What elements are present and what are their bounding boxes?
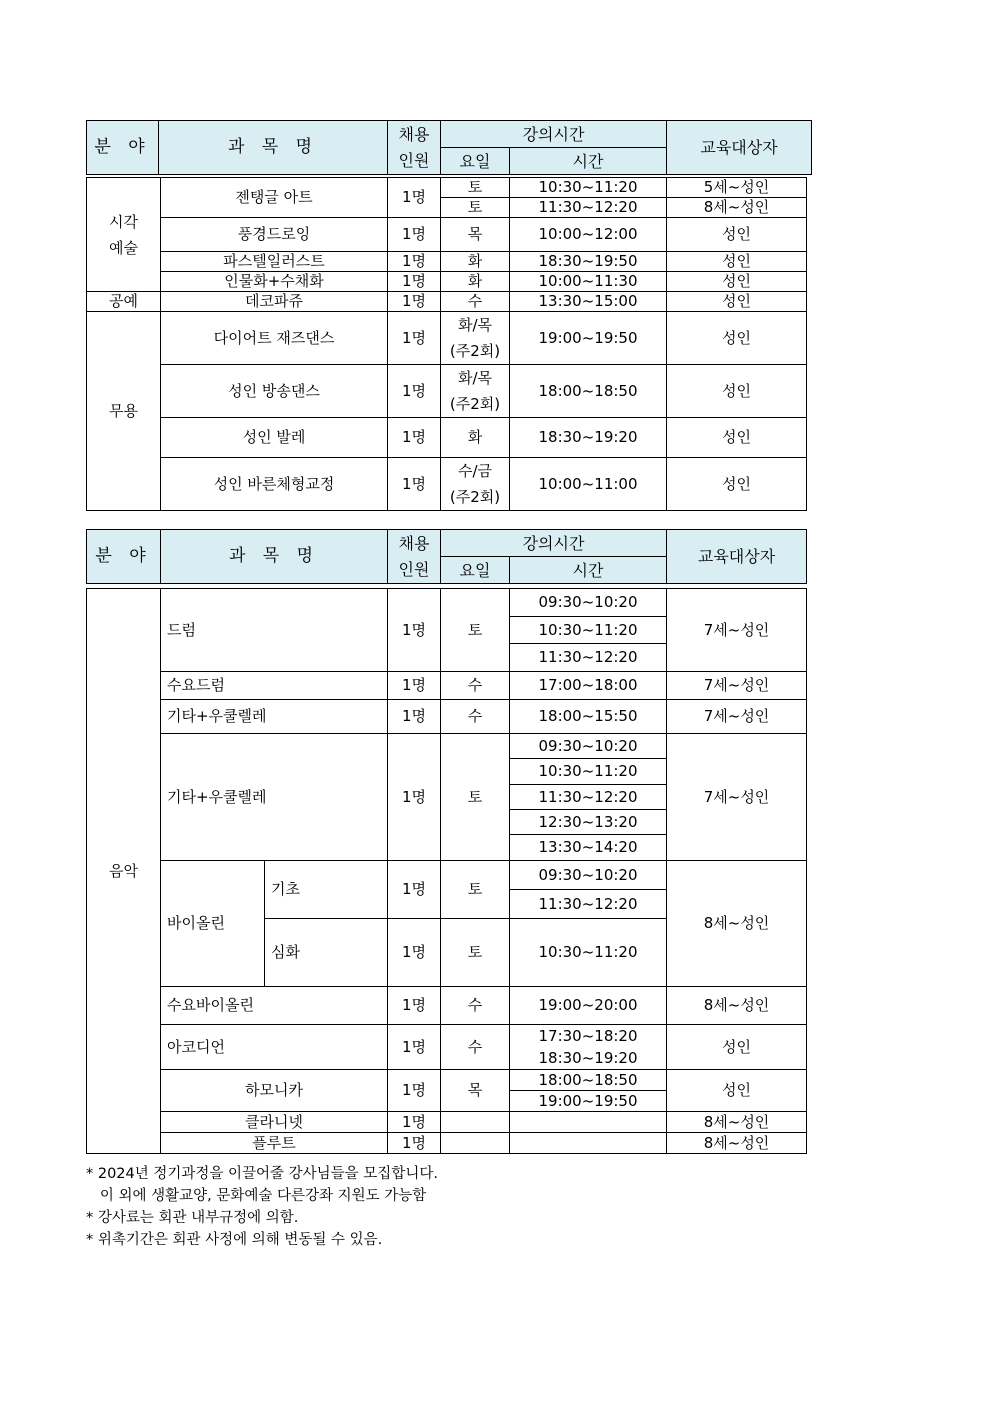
table-row <box>87 252 807 272</box>
table-row <box>87 700 807 734</box>
target-cell: 성인 <box>667 292 807 312</box>
subject-cell: 드럼 <box>161 589 388 672</box>
notes <box>86 1163 438 1251</box>
target-cell: 성인 <box>667 365 807 418</box>
table-row <box>87 218 807 252</box>
subject-cell: 클라니넷 <box>161 1112 388 1133</box>
table-row <box>87 312 807 365</box>
time-cell: 10:00~11:30 <box>510 272 667 292</box>
subject-cell: 성인 방송댄스 <box>161 365 388 418</box>
subject-cell: 성인 발레 <box>161 418 388 458</box>
hire-cell: 1명 <box>388 312 441 365</box>
day-cell <box>441 458 510 511</box>
hire-cell: 1명 <box>388 292 441 312</box>
day-cell: 수 <box>441 1025 510 1070</box>
hire-cell: 1명 <box>388 589 441 672</box>
subject-cell: 성인 바른체형교정 <box>161 458 388 511</box>
subject-cell: 바이올린 <box>161 861 265 987</box>
hire-cell: 1명 <box>388 861 441 919</box>
target-cell: 8세~성인 <box>667 1133 807 1154</box>
note-line: * 2024년 정기과정을 이끌어줄 강사님들을 모집합니다. <box>86 1166 438 1182</box>
time-cell <box>510 1133 667 1154</box>
target-cell: 성인 <box>667 1025 807 1070</box>
table-row <box>87 1070 807 1091</box>
day-cell: 토 <box>441 198 510 218</box>
target-cell: 성인 <box>667 272 807 292</box>
time-cell: 10:00~12:00 <box>510 218 667 252</box>
time-cell: 09:30~10:20 <box>510 589 667 617</box>
time-cell: 18:00~15:50 <box>510 700 667 734</box>
time-cell: 10:30~11:20 <box>510 178 667 198</box>
hire-cell: 1명 <box>388 734 441 861</box>
day-cell: 토 <box>441 734 510 861</box>
table2-body <box>86 588 807 1154</box>
hire-cell: 1명 <box>388 218 441 252</box>
time-cell: 10:30~11:20 <box>510 919 667 987</box>
day-cell: 수 <box>441 700 510 734</box>
target-cell: 7세~성인 <box>667 589 807 672</box>
day-frequency: (주2회) <box>449 395 501 413</box>
time-text: 18:30~19:20 <box>538 1049 638 1067</box>
header-day: 요일 <box>441 148 510 175</box>
header-subject: 과 목 명 <box>159 121 388 175</box>
note-line: 이 외에 생활교양, 문화예술 다른강좌 지원도 가능함 <box>86 1188 427 1204</box>
day-frequency: (주2회) <box>449 488 501 506</box>
header-time: 시간 <box>510 557 667 584</box>
header-time: 시간 <box>510 148 667 175</box>
day-cell: 화 <box>441 272 510 292</box>
day-cell: 수 <box>441 292 510 312</box>
subject-cell: 기타+우쿨렐레 <box>161 734 388 861</box>
day-text: 수/금 <box>457 462 493 480</box>
day-cell: 목 <box>441 218 510 252</box>
subcategory-basic: 기초 <box>265 861 388 919</box>
target-cell: 성인 <box>667 418 807 458</box>
target-cell: 성인 <box>667 458 807 511</box>
hire-cell: 1명 <box>388 252 441 272</box>
note-line: * 강사료는 회관 내부규정에 의함. <box>86 1210 299 1226</box>
subject-cell: 풍경드로잉 <box>161 218 388 252</box>
day-cell: 토 <box>441 861 510 919</box>
time-cell: 19:00~19:50 <box>510 312 667 365</box>
category-craft: 공예 <box>87 292 161 312</box>
table1-header-grid <box>86 120 812 175</box>
target-cell: 성인 <box>667 218 807 252</box>
time-cell: 11:30~12:20 <box>510 890 667 919</box>
target-cell: 7세~성인 <box>667 734 807 861</box>
subject-cell: 젠탱글 아트 <box>161 178 388 218</box>
category-music: 음악 <box>87 589 161 1154</box>
time-cell: 19:00~19:50 <box>510 1091 667 1112</box>
time-cell: 19:00~20:00 <box>510 987 667 1025</box>
hire-cell: 1명 <box>388 1133 441 1154</box>
time-cell: 10:30~11:20 <box>510 617 667 644</box>
hire-cell: 1명 <box>388 700 441 734</box>
target-cell: 8세~성인 <box>667 987 807 1025</box>
day-cell <box>441 365 510 418</box>
subject-cell: 아코디언 <box>161 1025 388 1070</box>
header-subject: 과 목 명 <box>161 530 388 584</box>
hire-cell: 1명 <box>388 178 441 218</box>
day-cell: 토 <box>441 589 510 672</box>
header-lecture-time: 강의시간 <box>441 530 667 557</box>
subject-cell: 파스텔일러스트 <box>161 252 388 272</box>
target-cell: 5세~성인 <box>667 178 807 198</box>
table-row <box>87 672 807 700</box>
table-row <box>87 418 807 458</box>
table-row <box>87 272 807 292</box>
hire-cell: 1명 <box>388 672 441 700</box>
subject-cell: 기타+우쿨렐레 <box>161 700 388 734</box>
table-row <box>87 734 807 759</box>
header-lecture-time: 강의시간 <box>441 121 667 148</box>
target-cell: 성인 <box>667 1070 807 1112</box>
day-cell <box>441 1112 510 1133</box>
day-cell <box>441 312 510 365</box>
time-cell: 18:30~19:20 <box>510 418 667 458</box>
hire-cell: 1명 <box>388 1112 441 1133</box>
header-day: 요일 <box>441 557 510 584</box>
hire-cell: 1명 <box>388 987 441 1025</box>
subject-cell: 하모니카 <box>161 1070 388 1112</box>
target-cell: 8세~성인 <box>667 198 807 218</box>
target-cell: 성인 <box>667 312 807 365</box>
time-cell: 18:00~18:50 <box>510 365 667 418</box>
subject-cell: 수요드럼 <box>161 672 388 700</box>
category-dance: 무용 <box>87 312 161 511</box>
time-cell <box>510 1025 667 1070</box>
time-cell: 11:30~12:20 <box>510 785 667 810</box>
day-cell: 토 <box>441 178 510 198</box>
target-cell: 7세~성인 <box>667 700 807 734</box>
subject-cell: 플루트 <box>161 1133 388 1154</box>
target-cell: 8세~성인 <box>667 1112 807 1133</box>
day-text: 화/목 <box>457 316 493 334</box>
time-cell <box>510 1112 667 1133</box>
header-hire: 채용 <box>388 530 441 557</box>
hire-cell: 1명 <box>388 1070 441 1112</box>
subject-cell: 다이어트 재즈댄스 <box>161 312 388 365</box>
day-cell: 화 <box>441 418 510 458</box>
table2-header-grid <box>86 529 807 584</box>
table-row <box>87 861 807 890</box>
table-row <box>87 1133 807 1154</box>
time-cell: 10:30~11:20 <box>510 759 667 785</box>
header-target: 교육대상자 <box>667 530 807 584</box>
day-cell: 목 <box>441 1070 510 1112</box>
subcategory-advanced: 심화 <box>265 919 388 987</box>
table-row <box>87 1112 807 1133</box>
day-cell: 토 <box>441 919 510 987</box>
table-row <box>87 1025 807 1070</box>
day-cell: 수 <box>441 987 510 1025</box>
subject-cell: 데코파쥬 <box>161 292 388 312</box>
hire-cell: 1명 <box>388 365 441 418</box>
subject-cell: 수요바이올린 <box>161 987 388 1025</box>
table-row <box>87 178 807 198</box>
hire-cell: 1명 <box>388 919 441 987</box>
table-row <box>87 987 807 1025</box>
time-cell: 09:30~10:20 <box>510 734 667 759</box>
table-row <box>87 589 807 617</box>
time-cell: 11:30~12:20 <box>510 644 667 672</box>
header-field: 분 야 <box>87 121 159 175</box>
header-hire: 채용 <box>388 121 441 148</box>
time-cell: 12:30~13:20 <box>510 810 667 835</box>
header-hire2: 인원 <box>388 148 441 175</box>
target-cell: 8세~성인 <box>667 861 807 987</box>
time-cell: 09:30~10:20 <box>510 861 667 890</box>
day-cell: 화 <box>441 252 510 272</box>
table-row <box>87 292 807 312</box>
time-cell: 11:30~12:20 <box>510 198 667 218</box>
time-cell: 18:00~18:50 <box>510 1070 667 1091</box>
header-hire2: 인원 <box>388 557 441 584</box>
table1-body <box>86 177 807 511</box>
time-cell: 17:00~18:00 <box>510 672 667 700</box>
table-row <box>87 458 807 511</box>
note-line: * 위촉기간은 회관 사정에 의해 변동될 수 있음. <box>86 1232 383 1248</box>
hire-cell: 1명 <box>388 458 441 511</box>
time-cell: 18:30~19:50 <box>510 252 667 272</box>
subject-cell: 인물화+수채화 <box>161 272 388 292</box>
target-cell: 7세~성인 <box>667 672 807 700</box>
time-cell: 13:30~14:20 <box>510 835 667 861</box>
day-frequency: (주2회) <box>449 342 501 360</box>
category-visual: 시각 예술 <box>87 178 161 292</box>
day-text: 화/목 <box>457 369 493 387</box>
day-cell <box>441 1133 510 1154</box>
day-cell: 수 <box>441 672 510 700</box>
hire-cell: 1명 <box>388 418 441 458</box>
hire-cell: 1명 <box>388 1025 441 1070</box>
time-text: 17:30~18:20 <box>538 1027 638 1045</box>
target-cell: 성인 <box>667 252 807 272</box>
header-target: 교육대상자 <box>667 121 812 175</box>
table-row <box>87 365 807 418</box>
time-cell: 13:30~15:00 <box>510 292 667 312</box>
hire-cell: 1명 <box>388 272 441 292</box>
time-cell: 10:00~11:00 <box>510 458 667 511</box>
header-field: 분 야 <box>87 530 161 584</box>
